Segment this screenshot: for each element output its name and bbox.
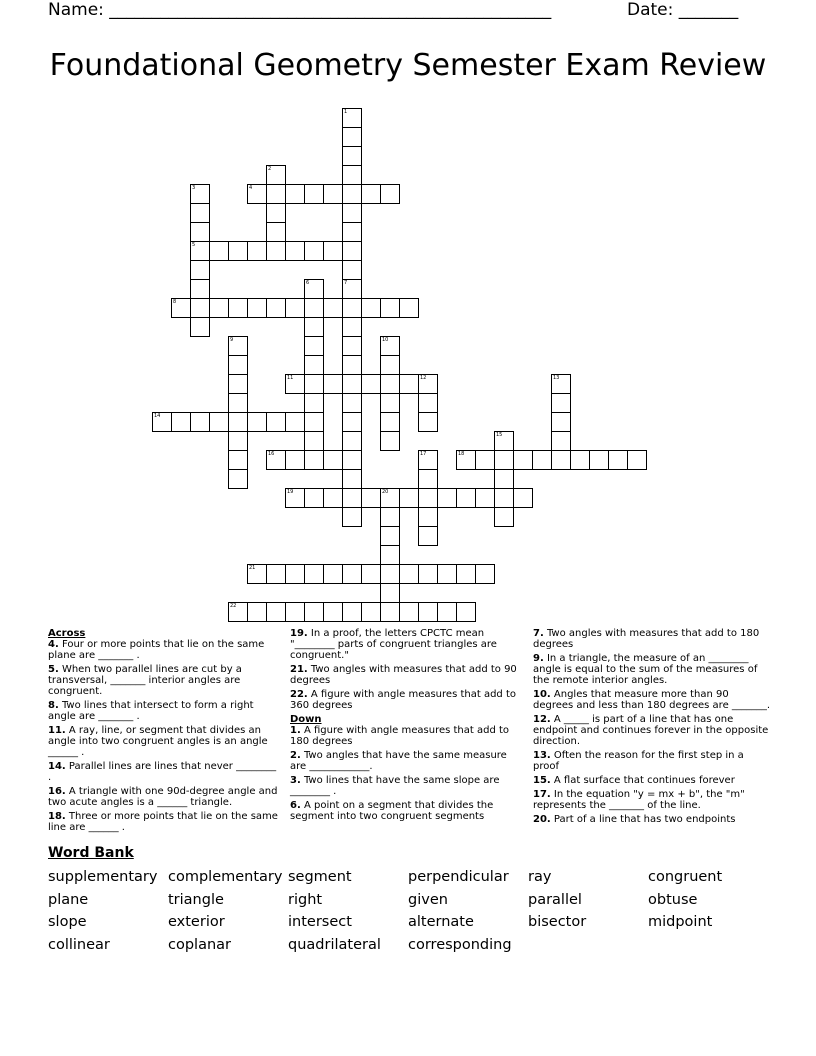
word-bank-item: corresponding: [408, 937, 512, 954]
clue-number: 22: [230, 603, 237, 609]
clue-across-14: 14. Parallel lines are lines that never ________ .: [48, 761, 277, 783]
crossword-cell[interactable]: [285, 374, 305, 394]
clue-number: 13: [553, 375, 560, 381]
word-bank-item: bisector: [528, 914, 587, 931]
crossword-cell[interactable]: [361, 298, 381, 318]
crossword-cell[interactable]: [608, 450, 628, 470]
clue-across-22: 22. A figure with angle measures that add to 360 degrees: [290, 689, 516, 711]
crossword-cell[interactable]: [323, 602, 343, 622]
crossword-cell[interactable]: [228, 412, 248, 432]
crossword-cell[interactable]: [551, 450, 571, 470]
word-bank: [48, 866, 778, 957]
crossword-cell[interactable]: [380, 583, 400, 603]
crossword-cell[interactable]: [323, 450, 343, 470]
crossword-cell[interactable]: [399, 602, 419, 622]
crossword-cell[interactable]: [399, 374, 419, 394]
crossword-cell[interactable]: [209, 241, 229, 261]
crossword-cell[interactable]: [380, 336, 400, 356]
clue-across-21: 21. Two angles with measures that add to 90 degrees: [290, 664, 517, 686]
crossword-cell[interactable]: [228, 298, 248, 318]
clue-down-15: 15. A flat surface that continues forever: [533, 775, 735, 786]
crossword-cell[interactable]: [190, 203, 210, 223]
word-bank-item: congruent: [648, 869, 723, 885]
word-bank-item: right: [288, 891, 323, 908]
crossword-cell[interactable]: [304, 393, 324, 413]
clue-number: 17: [420, 451, 427, 457]
crossword-cell[interactable]: [285, 184, 305, 204]
clue-down-20: 20. Part of a line that has two endpoints: [533, 814, 736, 825]
word-bank-item: coplanar: [168, 937, 231, 954]
clue-down-12: 12. A _____ is part of a line that has one endpoint and continues forever in the opposite direction.: [533, 714, 769, 747]
crossword-cell[interactable]: [266, 450, 286, 470]
clue-number: 2: [268, 166, 272, 172]
crossword-cell[interactable]: [418, 450, 438, 470]
crossword-cell[interactable]: [228, 431, 248, 451]
clue-down-9: 9. In a triangle, the measure of an ________ angle is equal to the sum of the measures of the remote interior angles.: [533, 653, 758, 686]
crossword-cell[interactable]: [342, 165, 362, 185]
crossword-cell[interactable]: [342, 260, 362, 280]
clue-number: 8: [173, 299, 177, 305]
clue-down-2: 2. Two angles that have the same measure are ____________.: [290, 750, 507, 772]
clue-down-10: 10. Angles that measure more than 90 degrees and less than 180 degrees are _______.: [533, 689, 771, 711]
crossword-cell[interactable]: [247, 602, 267, 622]
crossword-cell[interactable]: [323, 184, 343, 204]
crossword-cell[interactable]: [342, 203, 362, 223]
clue-number: 15: [496, 432, 503, 438]
clue-across-19: 19. In a proof, the letters CPCTC mean "________ parts of congruent triangles are congruent.": [290, 628, 497, 661]
crossword-cell[interactable]: [342, 355, 362, 375]
crossword-cell[interactable]: [304, 241, 324, 261]
crossword-cell[interactable]: [456, 488, 476, 508]
crossword-cell[interactable]: [570, 450, 590, 470]
crossword-cell[interactable]: [247, 298, 267, 318]
crossword-cell[interactable]: [285, 450, 305, 470]
clue-number: 5: [192, 242, 196, 248]
crossword-cell[interactable]: [209, 412, 229, 432]
word-bank-item: obtuse: [648, 891, 698, 908]
crossword-cell[interactable]: [285, 412, 305, 432]
crossword-cell[interactable]: [399, 488, 419, 508]
crossword-cell[interactable]: [418, 507, 438, 527]
crossword-cell[interactable]: [342, 469, 362, 489]
crossword-cell[interactable]: [380, 431, 400, 451]
crossword-cell[interactable]: [342, 336, 362, 356]
crossword-cell[interactable]: [228, 450, 248, 470]
clue-across-16: 16. A triangle with one 90d-degree angle and two acute angles is a ______ triangle.: [48, 786, 278, 808]
clue-down-1: 1. A figure with angle measures that add to 180 degrees: [290, 725, 510, 747]
crossword-cell[interactable]: [247, 412, 267, 432]
crossword-cell[interactable]: [266, 602, 286, 622]
clue-number: 3: [192, 185, 196, 191]
crossword-cell[interactable]: [266, 564, 286, 584]
clue-across-5: 5. When two parallel lines are cut by a transversal, _______ interior angles are congruent.: [48, 664, 242, 697]
crossword-cell[interactable]: [190, 412, 210, 432]
crossword-cell[interactable]: [304, 355, 324, 375]
crossword-cell[interactable]: [228, 393, 248, 413]
crossword-cell[interactable]: [361, 488, 381, 508]
clue-number: 9: [230, 337, 234, 343]
crossword-cell[interactable]: [380, 184, 400, 204]
crossword-cell[interactable]: [418, 469, 438, 489]
crossword-cell[interactable]: [361, 374, 381, 394]
crossword-cell[interactable]: [228, 355, 248, 375]
clue-across-18: 18. Three or more points that lie on the same line are ______ .: [48, 811, 278, 833]
crossword-cell[interactable]: [285, 298, 305, 318]
crossword-cell[interactable]: [437, 564, 457, 584]
across-heading: Across: [48, 628, 86, 639]
crossword-cell[interactable]: [285, 488, 305, 508]
crossword-cell[interactable]: [304, 450, 324, 470]
crossword-cell[interactable]: [342, 146, 362, 166]
crossword-cell[interactable]: [342, 241, 362, 261]
crossword-cell[interactable]: [304, 279, 324, 299]
crossword-cell[interactable]: [285, 564, 305, 584]
crossword-cell[interactable]: [304, 564, 324, 584]
crossword-cell[interactable]: [437, 488, 457, 508]
clues-col-1: [48, 628, 280, 836]
name-field[interactable]: Name: ____________________________________________________: [48, 0, 552, 20]
crossword-cell[interactable]: [418, 602, 438, 622]
crossword-cell[interactable]: [342, 184, 362, 204]
crossword-cell[interactable]: [304, 298, 324, 318]
word-bank-item: triangle: [168, 891, 224, 908]
clue-down-6: 6. A point on a segment that divides the segment into two congruent segments: [290, 800, 494, 822]
crossword-cell[interactable]: [247, 564, 267, 584]
clue-number: 19: [287, 489, 294, 495]
clue-across-8: 8. Two lines that intersect to form a right angle are _______ .: [48, 700, 254, 722]
down-heading: Down: [290, 714, 322, 725]
crossword-cell[interactable]: [266, 241, 286, 261]
crossword-cell[interactable]: [551, 374, 571, 394]
crossword-cell[interactable]: [266, 412, 286, 432]
clue-number: 18: [458, 451, 465, 457]
clue-number: 4: [249, 185, 253, 191]
crossword-cell[interactable]: [551, 431, 571, 451]
crossword-cell[interactable]: [380, 488, 400, 508]
crossword-cell[interactable]: [304, 412, 324, 432]
word-bank-item: exterior: [168, 914, 225, 931]
crossword-cell[interactable]: [418, 564, 438, 584]
crossword-cell[interactable]: [342, 222, 362, 242]
crossword-cell[interactable]: [190, 279, 210, 299]
crossword-cell[interactable]: [380, 355, 400, 375]
crossword-cell[interactable]: [380, 507, 400, 527]
crossword-cell[interactable]: [304, 317, 324, 337]
crossword-cell[interactable]: [475, 564, 495, 584]
crossword-cell[interactable]: [342, 431, 362, 451]
crossword-cell[interactable]: [209, 298, 229, 318]
crossword-cell[interactable]: [304, 374, 324, 394]
crossword-cell[interactable]: [342, 564, 362, 584]
word-bank-item: plane: [48, 891, 89, 908]
crossword-cell[interactable]: [494, 469, 514, 489]
crossword-cell[interactable]: [361, 184, 381, 204]
crossword-cell[interactable]: [494, 488, 514, 508]
clue-number: 6: [306, 280, 310, 286]
date-field[interactable]: Date: _______: [627, 0, 739, 20]
clue-across-11: 11. A ray, line, or segment that divides an angle into two congruent angles is an angle ______ .: [48, 725, 268, 758]
clue-number: 21: [249, 565, 256, 571]
crossword-cell[interactable]: [418, 374, 438, 394]
crossword-cell[interactable]: [171, 298, 191, 318]
clues-col-2: [290, 628, 518, 825]
crossword-cell[interactable]: [342, 412, 362, 432]
clue-number: 12: [420, 375, 427, 381]
word-bank-item: supplementary: [48, 869, 158, 885]
crossword-cell[interactable]: [494, 450, 514, 470]
crossword-cell[interactable]: [380, 564, 400, 584]
word-bank-item: intersect: [288, 914, 352, 931]
word-bank-item: slope: [48, 914, 87, 931]
page-title: Foundational Geometry Semester Exam Review: [49, 48, 767, 83]
crossword-cell[interactable]: [456, 450, 476, 470]
crossword-cell[interactable]: [171, 412, 191, 432]
crossword-cell[interactable]: [380, 412, 400, 432]
crossword-cell[interactable]: [589, 450, 609, 470]
crossword-cell[interactable]: [380, 298, 400, 318]
crossword-cell[interactable]: [418, 488, 438, 508]
word-bank-item: quadrilateral: [288, 937, 381, 954]
word-bank-item: segment: [288, 869, 352, 885]
crossword-cell[interactable]: [494, 431, 514, 451]
clue-down-13: 13. Often the reason for the first step in a proof: [533, 750, 744, 772]
crossword-cell[interactable]: [228, 241, 248, 261]
clue-number: 1: [344, 109, 348, 115]
word-bank-title: Word Bank: [48, 845, 134, 861]
crossword-cell[interactable]: [285, 241, 305, 261]
word-bank-item: given: [408, 891, 448, 908]
clue-number: 11: [287, 375, 294, 381]
clue-across-4: 4. Four or more points that lie on the same plane are _______ .: [48, 639, 265, 661]
crossword-cell[interactable]: [532, 450, 552, 470]
crossword-cell[interactable]: [228, 374, 248, 394]
word-bank-item: collinear: [48, 937, 110, 954]
crossword-cell[interactable]: [380, 602, 400, 622]
crossword-cell[interactable]: [228, 602, 248, 622]
crossword-cell[interactable]: [247, 241, 267, 261]
crossword-cell[interactable]: [266, 222, 286, 242]
word-bank-item: alternate: [408, 914, 474, 931]
crossword-cell[interactable]: [266, 298, 286, 318]
crossword-cell[interactable]: [513, 450, 533, 470]
crossword-cell[interactable]: [323, 488, 343, 508]
crossword-cell[interactable]: [266, 184, 286, 204]
crossword-cell[interactable]: [551, 412, 571, 432]
crossword-cell[interactable]: [190, 184, 210, 204]
crossword-cell[interactable]: [285, 602, 305, 622]
crossword-cell[interactable]: [361, 602, 381, 622]
crossword-cell[interactable]: [342, 317, 362, 337]
crossword-cell[interactable]: [342, 507, 362, 527]
crossword-cell[interactable]: [418, 526, 438, 546]
crossword-cell[interactable]: [342, 127, 362, 147]
crossword-cell[interactable]: [342, 298, 362, 318]
crossword-cell[interactable]: [304, 602, 324, 622]
crossword-cell[interactable]: [323, 298, 343, 318]
crossword-cell[interactable]: [361, 564, 381, 584]
crossword-cell[interactable]: [380, 374, 400, 394]
word-bank-item: complementary: [168, 869, 283, 885]
crossword-cell[interactable]: [380, 526, 400, 546]
crossword-cell[interactable]: [304, 488, 324, 508]
crossword-cell[interactable]: [380, 545, 400, 565]
crossword-cell[interactable]: [190, 241, 210, 261]
crossword-cell[interactable]: [228, 469, 248, 489]
crossword-cell[interactable]: [190, 298, 210, 318]
clue-number: 10: [382, 337, 389, 343]
crossword-cell[interactable]: [418, 412, 438, 432]
crossword-cell[interactable]: [304, 431, 324, 451]
word-bank-item: ray: [528, 869, 552, 885]
crossword-cell[interactable]: [304, 184, 324, 204]
crossword-cell[interactable]: [342, 488, 362, 508]
crossword-cell[interactable]: [456, 564, 476, 584]
clue-down-17: 17. In the equation "y = mx + b", the "m" represents the _______ of the line.: [533, 789, 745, 811]
crossword-cell[interactable]: [456, 602, 476, 622]
crossword-cell[interactable]: [475, 450, 495, 470]
word-bank-item: perpendicular: [408, 869, 509, 885]
word-bank-item: midpoint: [648, 914, 713, 931]
crossword-cell[interactable]: [152, 412, 172, 432]
crossword-cell[interactable]: [190, 260, 210, 280]
crossword-cell[interactable]: [494, 507, 514, 527]
clues-col-3: [533, 628, 771, 828]
crossword-cell[interactable]: [399, 298, 419, 318]
crossword-cell[interactable]: [342, 450, 362, 470]
crossword-cell[interactable]: [342, 108, 362, 128]
crossword-cell[interactable]: [627, 450, 647, 470]
crossword-cell[interactable]: [475, 488, 495, 508]
word-bank-item: parallel: [528, 891, 582, 908]
crossword-cell[interactable]: [418, 393, 438, 413]
crossword-cell[interactable]: [266, 165, 286, 185]
crossword-cell[interactable]: [513, 488, 533, 508]
crossword-cell[interactable]: [437, 602, 457, 622]
crossword-cell[interactable]: [323, 241, 343, 261]
clue-number: 7: [344, 280, 348, 286]
crossword-cell[interactable]: [304, 336, 324, 356]
crossword-cell[interactable]: [228, 336, 248, 356]
clue-number: 16: [268, 451, 275, 457]
crossword-cell[interactable]: [190, 317, 210, 337]
crossword-cell[interactable]: [247, 184, 267, 204]
crossword-cell[interactable]: [342, 374, 362, 394]
crossword-cell[interactable]: [190, 222, 210, 242]
crossword-cell[interactable]: [551, 393, 571, 413]
crossword-cell[interactable]: [323, 564, 343, 584]
crossword-cell[interactable]: [323, 374, 343, 394]
clue-number: 20: [382, 489, 389, 495]
crossword-cell[interactable]: [380, 393, 400, 413]
crossword-cell[interactable]: [342, 602, 362, 622]
clue-down-7: 7. Two angles with measures that add to 180 degrees: [533, 628, 760, 650]
crossword-cell[interactable]: [266, 203, 286, 223]
clue-down-3: 3. Two lines that have the same slope are ________ .: [290, 775, 500, 797]
crossword-cell[interactable]: [399, 564, 419, 584]
crossword-cell[interactable]: [342, 279, 362, 299]
crossword-cell[interactable]: [342, 393, 362, 413]
clue-number: 14: [154, 413, 161, 419]
